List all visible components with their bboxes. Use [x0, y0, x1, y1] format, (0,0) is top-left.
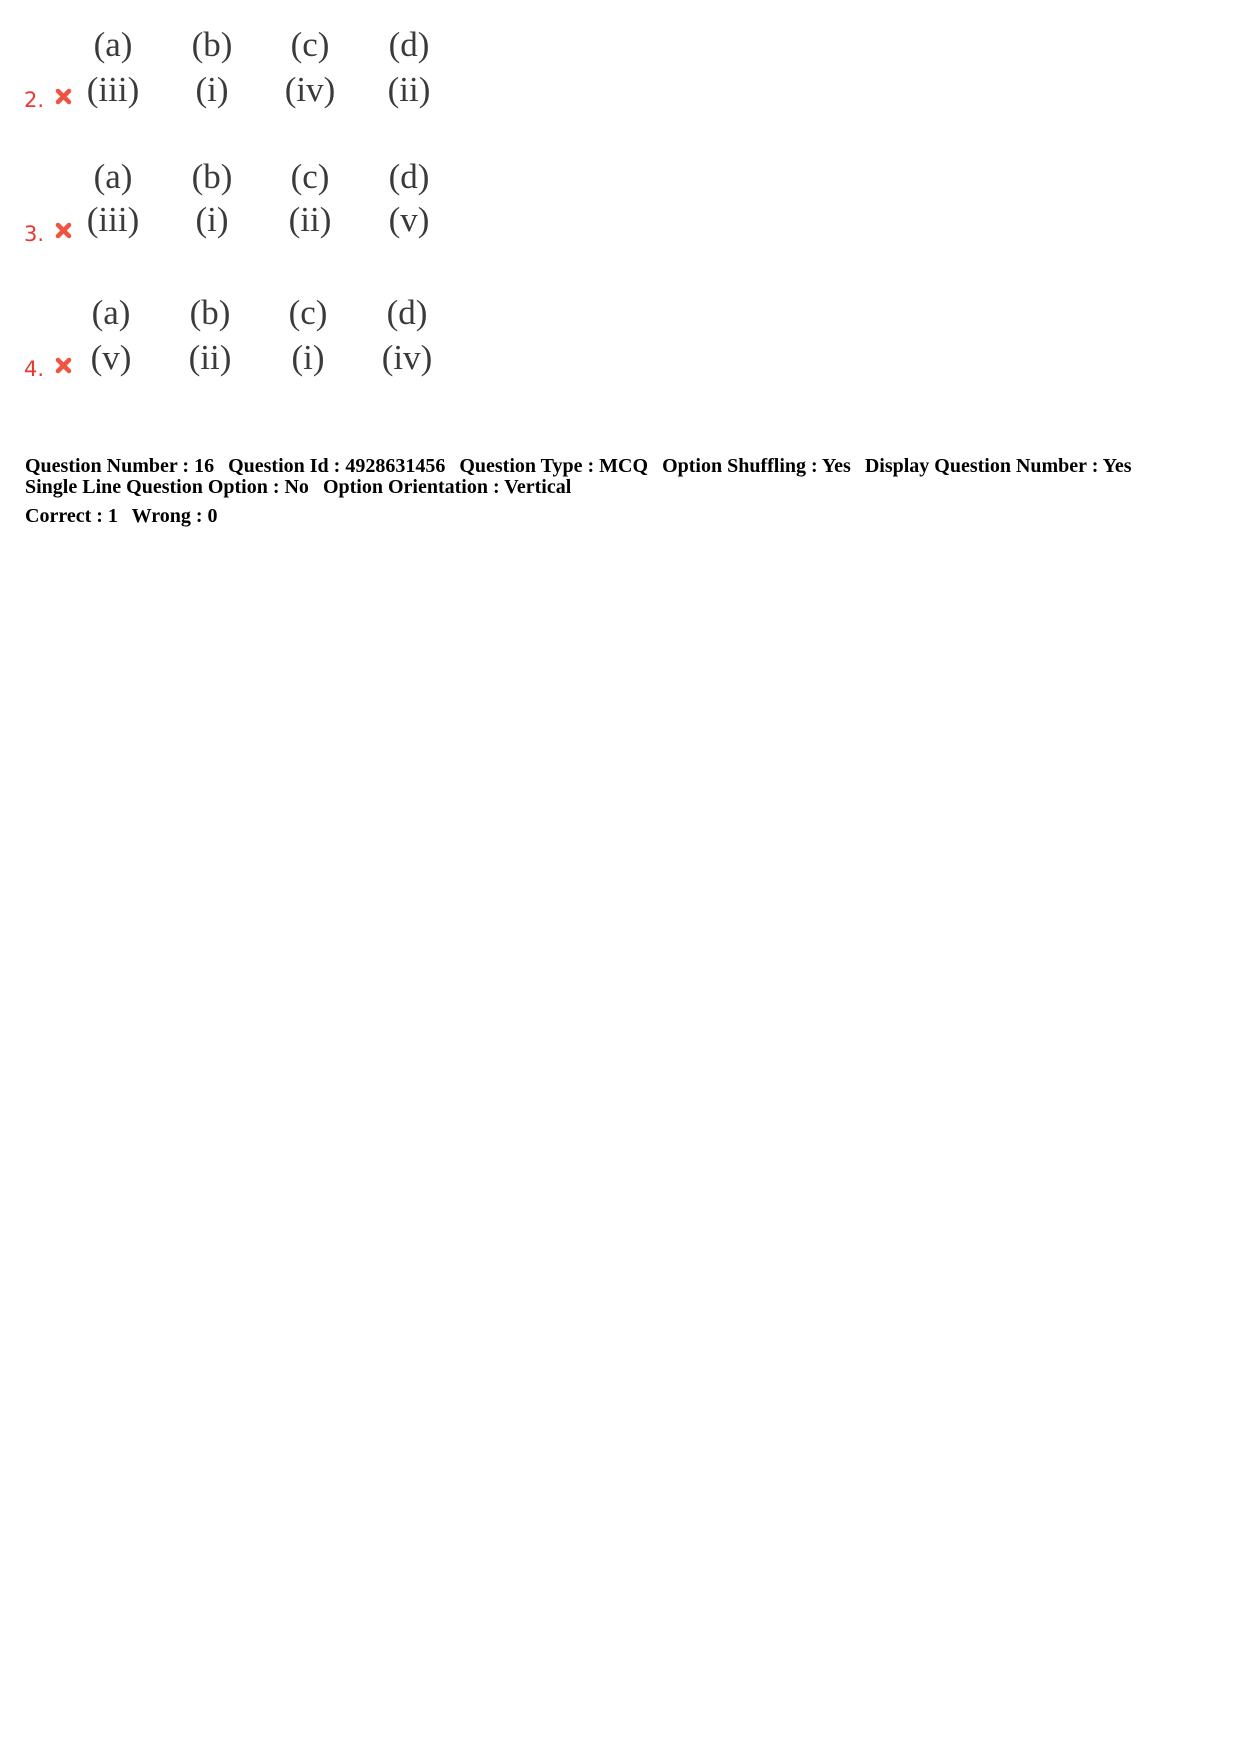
- match-header-a: (a): [91, 293, 131, 332]
- question-meta-line-2: [25, 477, 571, 498]
- match-value-b: (i): [195, 70, 229, 109]
- match-header-a: (a): [93, 25, 133, 64]
- match-value-a: (iii): [86, 200, 140, 239]
- answer-option-3: [0, 152, 460, 252]
- match-value-b: (ii): [188, 338, 232, 377]
- match-value-d: (v): [388, 200, 430, 239]
- match-header-b: (b): [191, 25, 233, 64]
- question-meta-line-1: [25, 456, 1132, 477]
- correct-marks: Correct : 1: [25, 505, 118, 527]
- question-number: Question Number : 16: [25, 455, 215, 477]
- option-shuffling: Option Shuffling : Yes: [662, 455, 851, 477]
- wrong-marks: Wrong : 0: [131, 505, 218, 527]
- match-header-c: (c): [288, 293, 328, 332]
- question-type: Question Type : MCQ: [459, 455, 649, 477]
- option-number: 4.: [24, 357, 45, 381]
- match-header-d: (d): [388, 157, 430, 196]
- match-header-d: (d): [388, 25, 430, 64]
- match-value-a: (v): [90, 338, 132, 377]
- match-header-b: (b): [189, 293, 231, 332]
- match-value-d: (ii): [387, 70, 431, 109]
- match-header-a: (a): [93, 157, 133, 196]
- display-question-number: Display Question Number : Yes: [864, 455, 1132, 477]
- match-value-b: (i): [195, 200, 229, 239]
- answer-option-4: [0, 288, 460, 388]
- match-value-d: (iv): [381, 338, 433, 377]
- match-value-c: (iv): [284, 70, 336, 109]
- match-value-a: (iii): [86, 70, 140, 109]
- question-meta-line-3: [25, 506, 218, 527]
- match-header-c: (c): [290, 25, 330, 64]
- match-header-d: (d): [386, 293, 428, 332]
- match-value-c: (i): [291, 338, 325, 377]
- match-value-c: (ii): [288, 200, 332, 239]
- single-line-question-option: Single Line Question Option : No: [25, 476, 309, 498]
- answer-option-2: [0, 20, 460, 120]
- question-id: Question Id : 4928631456: [228, 455, 446, 477]
- option-orientation: Option Orientation : Vertical: [322, 476, 572, 498]
- match-header-c: (c): [290, 157, 330, 196]
- option-number: 2.: [24, 88, 45, 112]
- match-header-b: (b): [191, 157, 233, 196]
- option-number: 3.: [24, 222, 45, 246]
